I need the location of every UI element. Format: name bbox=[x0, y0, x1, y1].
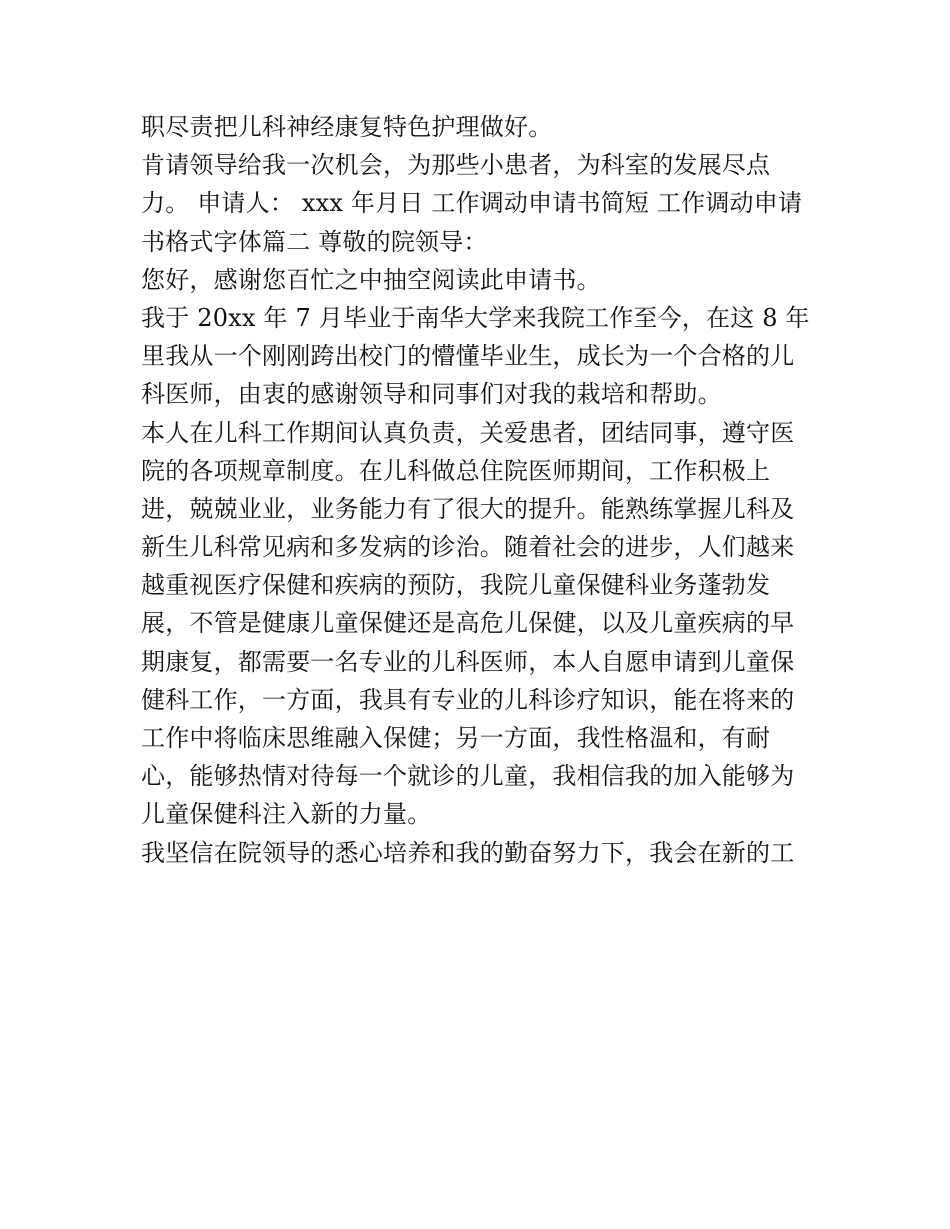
text-line: 力。 申请人： xxx 年月日 工作调动申请书简短 工作调动申请 bbox=[141, 189, 803, 218]
text-line: 越重视医疗保健和疾病的预防，我院儿童保健科业务蓬勃发 bbox=[141, 571, 771, 600]
text-line: 科医师，由衷的感谢领导和同事们对我的栽培和帮助。 bbox=[141, 380, 722, 409]
text-line: 书格式字体篇二 尊敬的院领导： bbox=[141, 227, 488, 256]
text-line: 肯请领导给我一次机会，为那些小患者，为科室的发展尽点 bbox=[141, 151, 771, 180]
text-line: 心，能够热情对待每一个就诊的儿童，我相信我的加入能够为 bbox=[141, 762, 795, 791]
text-line: 展，不管是健康儿童保健还是高危儿保健，以及儿童疾病的早 bbox=[141, 609, 795, 638]
text-line: 健科工作，一方面，我具有专业的儿科诊疗知识，能在将来的 bbox=[141, 685, 795, 714]
text-line: 我坚信在院领导的悉心培养和我的勤奋努力下，我会在新的工 bbox=[141, 838, 795, 867]
text-line: 我于 20xx 年 7 月毕业于南华大学来我院工作至今，在这 8 年 bbox=[141, 303, 810, 332]
document-body bbox=[141, 108, 831, 872]
text-line: 进，兢兢业业，业务能力有了很大的提升。能熟练掌握儿科及 bbox=[141, 494, 795, 523]
text-line: 本人在儿科工作期间认真负责，关爱患者，团结同事，遵守医 bbox=[141, 418, 795, 447]
text-line: 院的各项规章制度。在儿科做总住院医师期间，工作积极上 bbox=[141, 456, 771, 485]
text-line: 里我从一个刚刚跨出校门的懵懂毕业生，成长为一个合格的儿 bbox=[141, 342, 795, 371]
text-line: 期康复，都需要一名专业的儿科医师，本人自愿申请到儿童保 bbox=[141, 647, 795, 676]
text-line: 儿童保健科注入新的力量。 bbox=[141, 800, 432, 829]
text-line: 您好，感谢您百忙之中抽空阅读此申请书。 bbox=[141, 265, 601, 294]
text-line: 新生儿科常见病和多发病的诊治。随着社会的进步，人们越来 bbox=[141, 533, 795, 562]
text-line: 工作中将临床思维融入保健；另一方面，我性格温和，有耐 bbox=[141, 724, 771, 752]
text-line: 职尽责把儿科神经康复特色护理做好。 bbox=[141, 113, 553, 141]
